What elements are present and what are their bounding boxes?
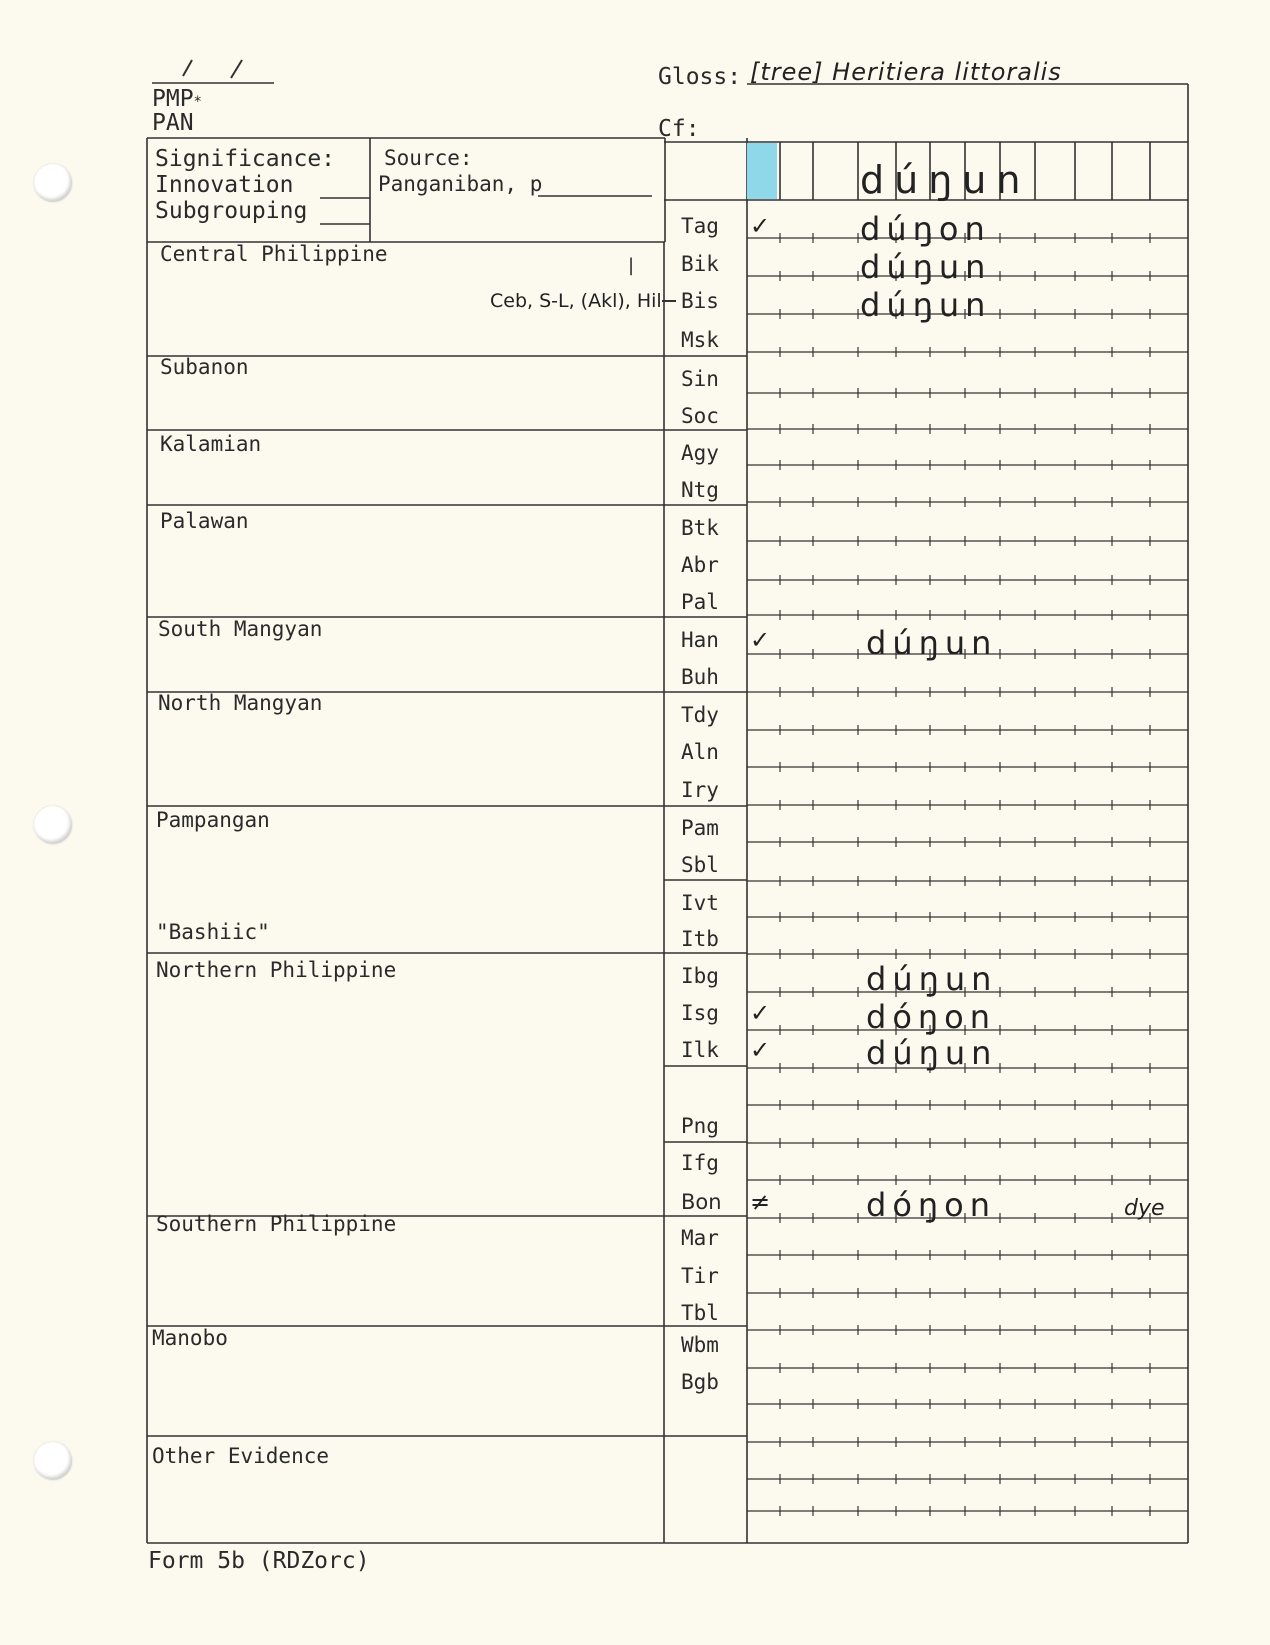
- lang-abbr: Btk: [681, 516, 719, 540]
- lang-abbr: Bgb: [681, 1370, 719, 1394]
- significance-label: Significance:: [155, 146, 336, 172]
- group-palawan: Palawan: [160, 509, 249, 533]
- cf-label: Cf:: [658, 116, 700, 142]
- group-southern-philippine: Southern Philippine: [156, 1212, 397, 1236]
- lang-form: dóŋon: [866, 998, 997, 1036]
- central-tick: |: [628, 255, 635, 276]
- subgrouping-label: Subgrouping: [155, 198, 308, 224]
- highlight-mark: [747, 143, 777, 199]
- lang-form: dúŋon: [860, 210, 991, 248]
- lang-abbr: Ntg: [681, 478, 719, 502]
- group-south-mangyan: South Mangyan: [158, 617, 323, 641]
- lang-abbr: Pal: [681, 590, 719, 614]
- gloss-value: [tree] Heritiera littoralis: [750, 58, 1062, 86]
- lang-abbr: Bis: [681, 289, 719, 313]
- lang-abbr: Sbl: [681, 853, 719, 877]
- lang-abbr: Bon: [681, 1190, 722, 1214]
- source-value: Panganiban, p: [378, 172, 543, 196]
- lang-abbr: Ifg: [681, 1151, 719, 1175]
- lang-form: dúŋun: [860, 248, 992, 286]
- group-north-mangyan: North Mangyan: [158, 691, 323, 715]
- lang-abbr: Abr: [681, 553, 719, 577]
- group-manobo: Manobo: [152, 1326, 228, 1350]
- lang-note: dye: [1124, 1196, 1165, 1221]
- lang-abbr: Wbm: [681, 1333, 719, 1357]
- lang-abbr: Itb: [681, 927, 719, 951]
- form-footer-label: Form 5b (RDZorc): [148, 1548, 370, 1574]
- lang-abbr: Han: [681, 628, 719, 652]
- lang-abbr: Agy: [681, 441, 719, 465]
- central-dash: [662, 300, 676, 302]
- lang-abbr: Ilk: [681, 1038, 719, 1062]
- lang-abbr: Iry: [681, 778, 719, 802]
- lang-abbr: Ivt: [681, 891, 719, 915]
- central-note: Ceb, S-L, (Akl), Hil: [490, 290, 662, 312]
- check-mark: ✓: [750, 999, 771, 1027]
- check-mark: ✓: [750, 1036, 771, 1064]
- lang-abbr: Isg: [681, 1001, 719, 1025]
- group-northern-philippine: Northern Philippine: [156, 958, 397, 982]
- lang-abbr: Buh: [681, 665, 719, 689]
- group-subanon: Subanon: [160, 355, 249, 379]
- lang-abbr: Mar: [681, 1226, 719, 1250]
- lang-form: dúŋun: [866, 1034, 998, 1072]
- lang-abbr: Sin: [681, 367, 719, 391]
- group-kalamian: Kalamian: [160, 432, 262, 456]
- lang-abbr: Png: [681, 1114, 719, 1138]
- gloss-label: Gloss:: [658, 64, 742, 90]
- lang-form: dúŋun: [866, 624, 998, 662]
- lang-abbr: Pam: [681, 816, 719, 840]
- group-central-philippine: Central Philippine: [160, 242, 388, 266]
- lang-form: dóŋon: [866, 1186, 997, 1224]
- lang-abbr: Bik: [681, 252, 719, 276]
- check-mark: ✓: [750, 212, 771, 240]
- group-bashiic: "Bashiic": [156, 920, 270, 944]
- pan-label: PAN: [152, 110, 194, 136]
- group-pampangan: Pampangan: [156, 808, 270, 832]
- lang-abbr: Tbl: [681, 1301, 719, 1325]
- lang-abbr: Soc: [681, 404, 719, 428]
- pmp-label: PMP*: [152, 86, 202, 112]
- lang-abbr: Tdy: [681, 703, 719, 727]
- group-other-evidence: Other Evidence: [152, 1444, 330, 1468]
- source-label: Source:: [384, 146, 473, 170]
- check-mark: ✓: [750, 626, 771, 654]
- lang-abbr: Msk: [681, 328, 719, 352]
- innovation-label: Innovation: [155, 172, 294, 198]
- lang-form: dúŋun: [866, 960, 998, 998]
- reconstruction-form: dúŋun: [860, 158, 1031, 202]
- check-mark: ≠: [750, 1188, 771, 1216]
- lang-form: dúŋun: [860, 286, 992, 324]
- lang-abbr: Tag: [681, 214, 719, 238]
- lang-abbr: Tir: [681, 1264, 719, 1288]
- lang-abbr: Aln: [681, 740, 719, 764]
- lang-abbr: Ibg: [681, 964, 719, 988]
